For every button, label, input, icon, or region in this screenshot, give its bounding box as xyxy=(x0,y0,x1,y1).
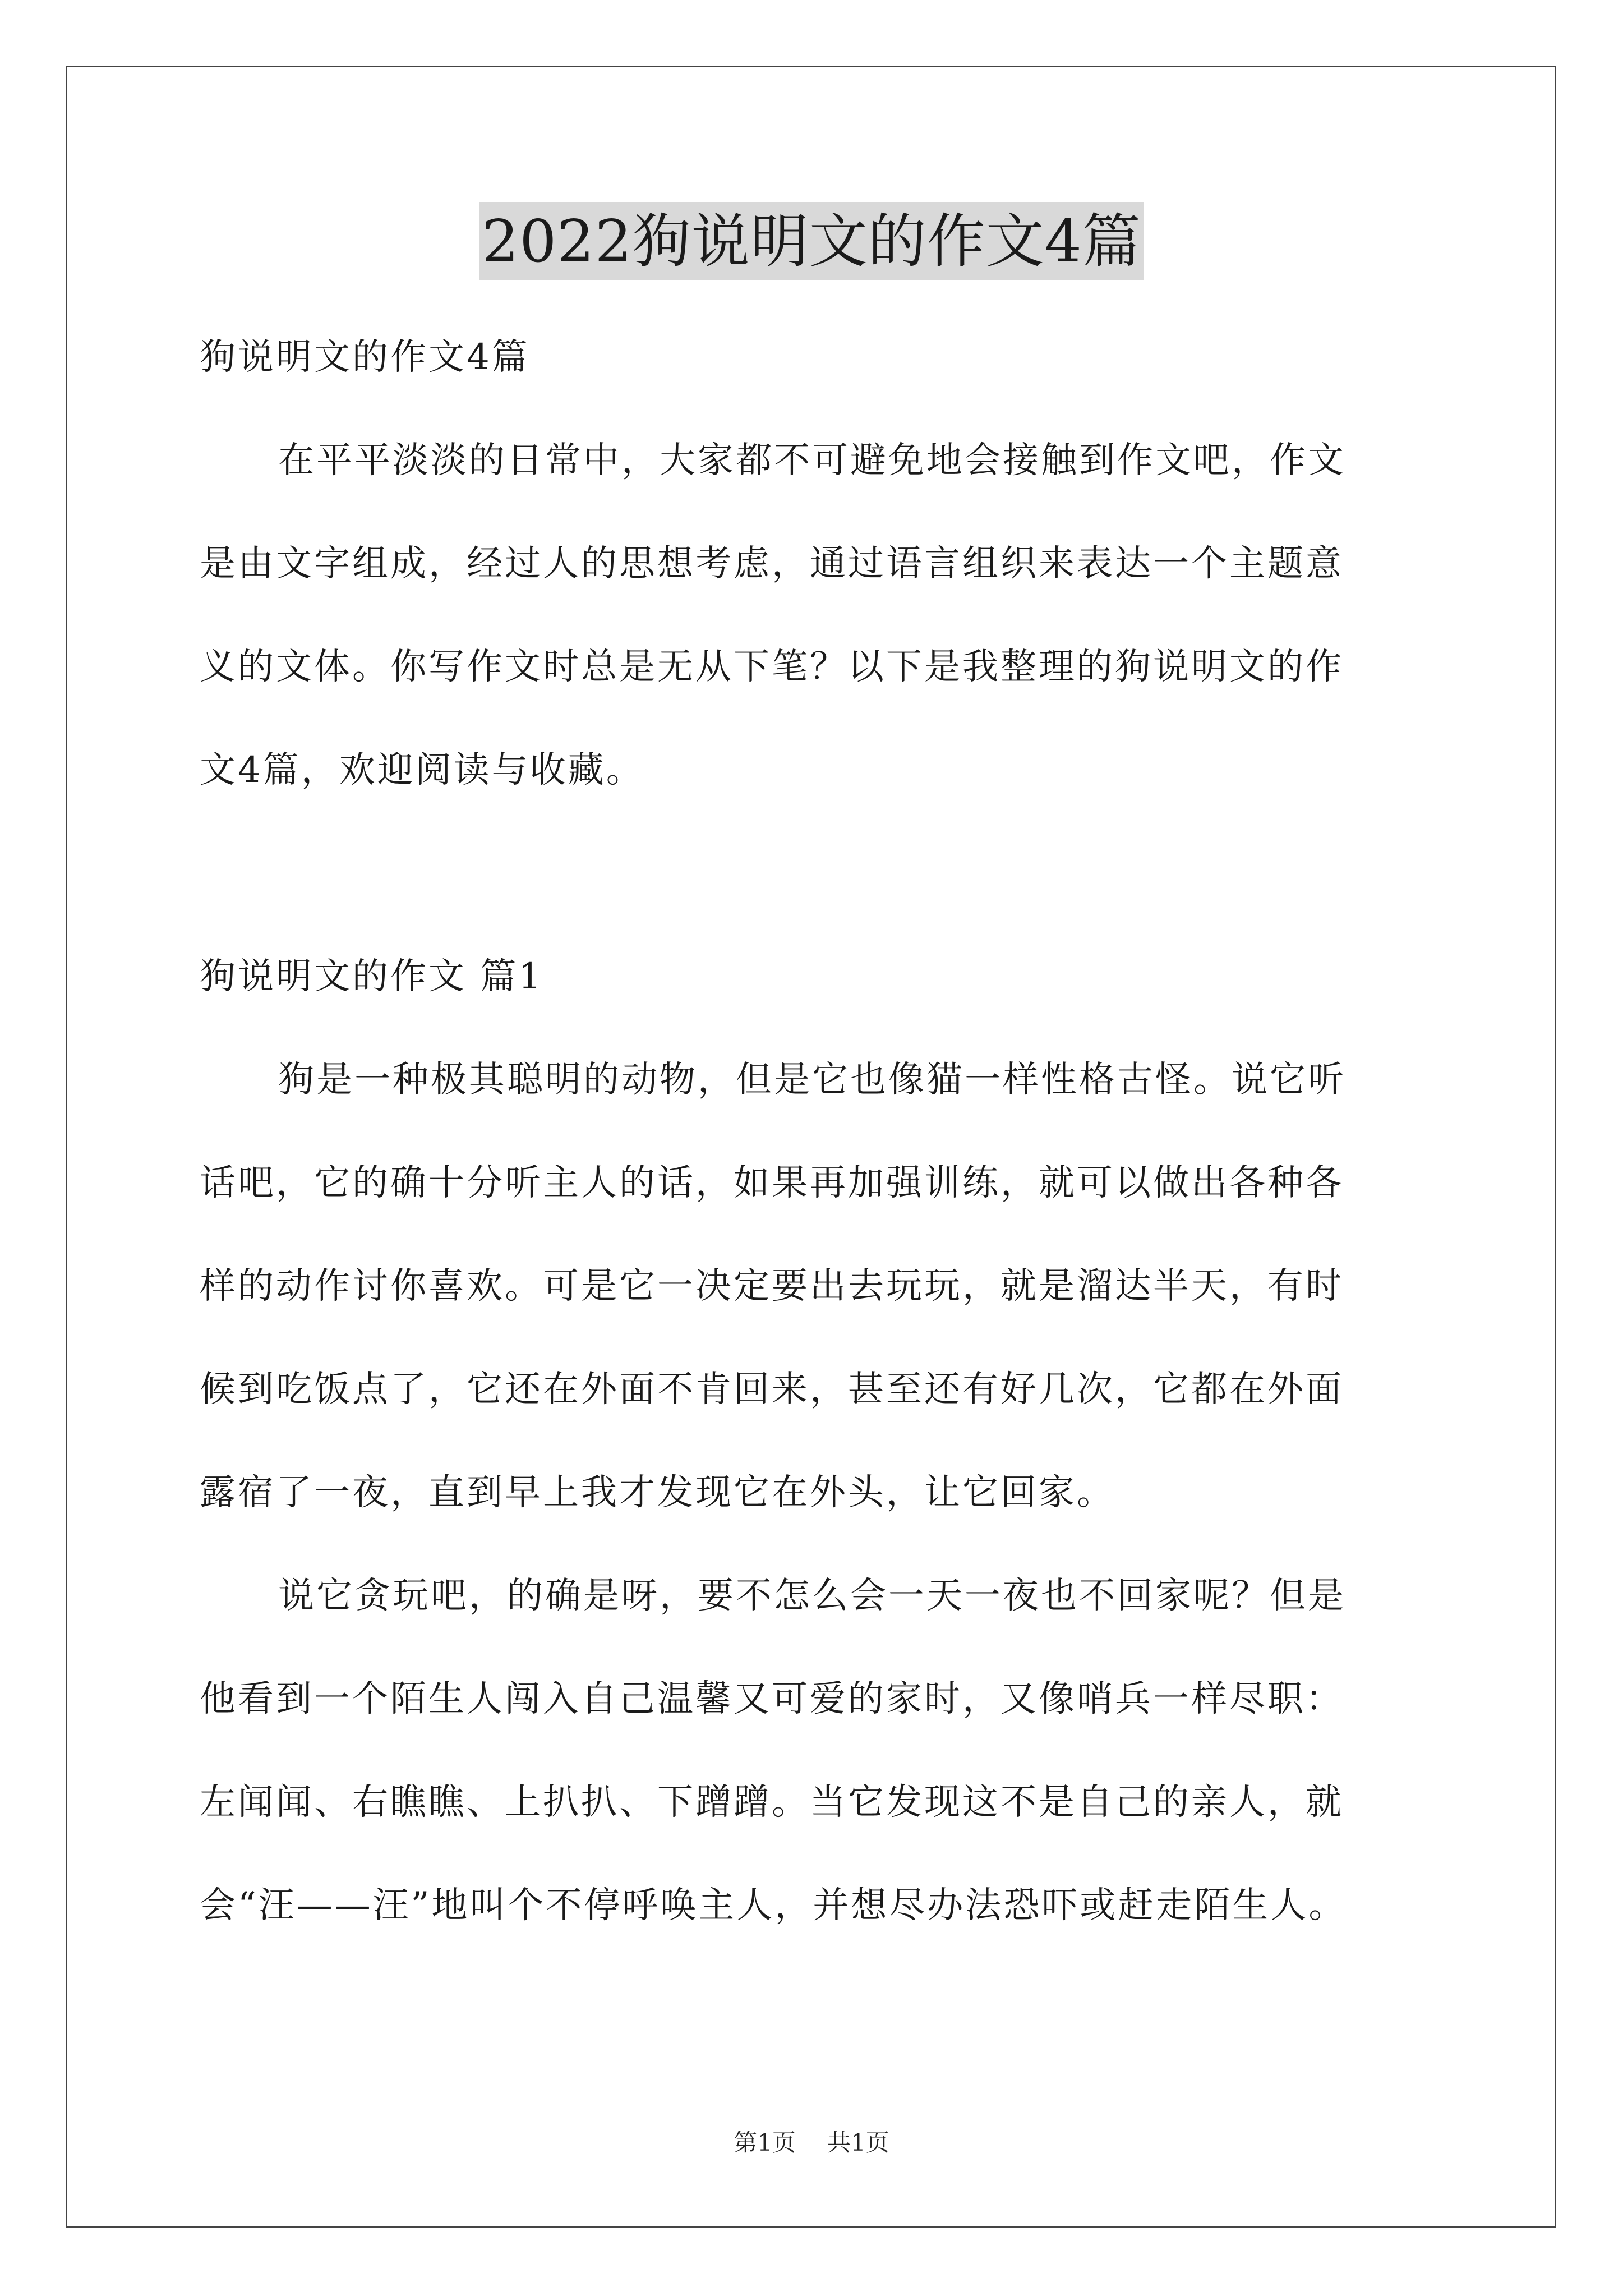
paragraph-line: 狗是一种极其聪明的动物，但是它也像猫一样性格古怪。说它听 xyxy=(278,1059,1346,1101)
page-footer xyxy=(0,2126,1623,2160)
paragraph-line: 文4篇，欢迎阅读与收藏。 xyxy=(200,749,644,791)
paragraph-line: 候到吃饭点了，它还在外面不肯回来，甚至还有好几次，它都在外面 xyxy=(200,1369,1344,1410)
paragraph-line: 他看到一个陌生人闯入自己温馨又可爱的家时，又像哨兵一样尽职： xyxy=(200,1678,1344,1720)
section-heading: 狗说明文的作文 篇1 xyxy=(200,956,544,997)
paragraph-line: 样的动作讨你喜欢。可是它一决定要出去玩玩，就是溜达半天，有时 xyxy=(200,1266,1344,1307)
paragraph-line: 会“汪——汪”地叫个不停呼唤主人，并想尽办法恐吓或赶走陌生人。 xyxy=(200,1885,1347,1926)
section-gap xyxy=(200,822,1439,925)
page-number-total: 共1页 xyxy=(827,2129,889,2156)
paragraph-line: 在平平淡淡的日常中，大家都不可避免地会接触到作文吧，作文 xyxy=(278,440,1346,481)
paragraph-line: 说它贪玩吧，的确是呀，要不怎么会一天一夜也不回家呢？但是 xyxy=(278,1575,1346,1617)
page-number-current: 第1页 xyxy=(734,2129,796,2156)
paragraph-line: 露宿了一夜，直到早上我才发现它在外头，让它回家。 xyxy=(200,1472,1115,1513)
title-container xyxy=(0,202,1623,280)
subtitle: 狗说明文的作文4篇 xyxy=(200,337,530,378)
paragraph-line: 是由文字组成，经过人的思想考虑，通过语言组织来表达一个主题意 xyxy=(200,543,1344,585)
paragraph-line: 话吧，它的确十分听主人的话，如果再加强训练，就可以做出各种各 xyxy=(200,1162,1344,1204)
document-body xyxy=(200,306,1439,1957)
document-title: 2022狗说明文的作文4篇 xyxy=(479,202,1144,280)
paragraph-line: 义的文体。你写作文时总是无从下笔？以下是我整理的狗说明文的作 xyxy=(200,646,1344,688)
paragraph-line: 左闻闻、右瞧瞧、上扒扒、下蹭蹭。当它发现这不是自己的亲人，就 xyxy=(200,1782,1344,1823)
